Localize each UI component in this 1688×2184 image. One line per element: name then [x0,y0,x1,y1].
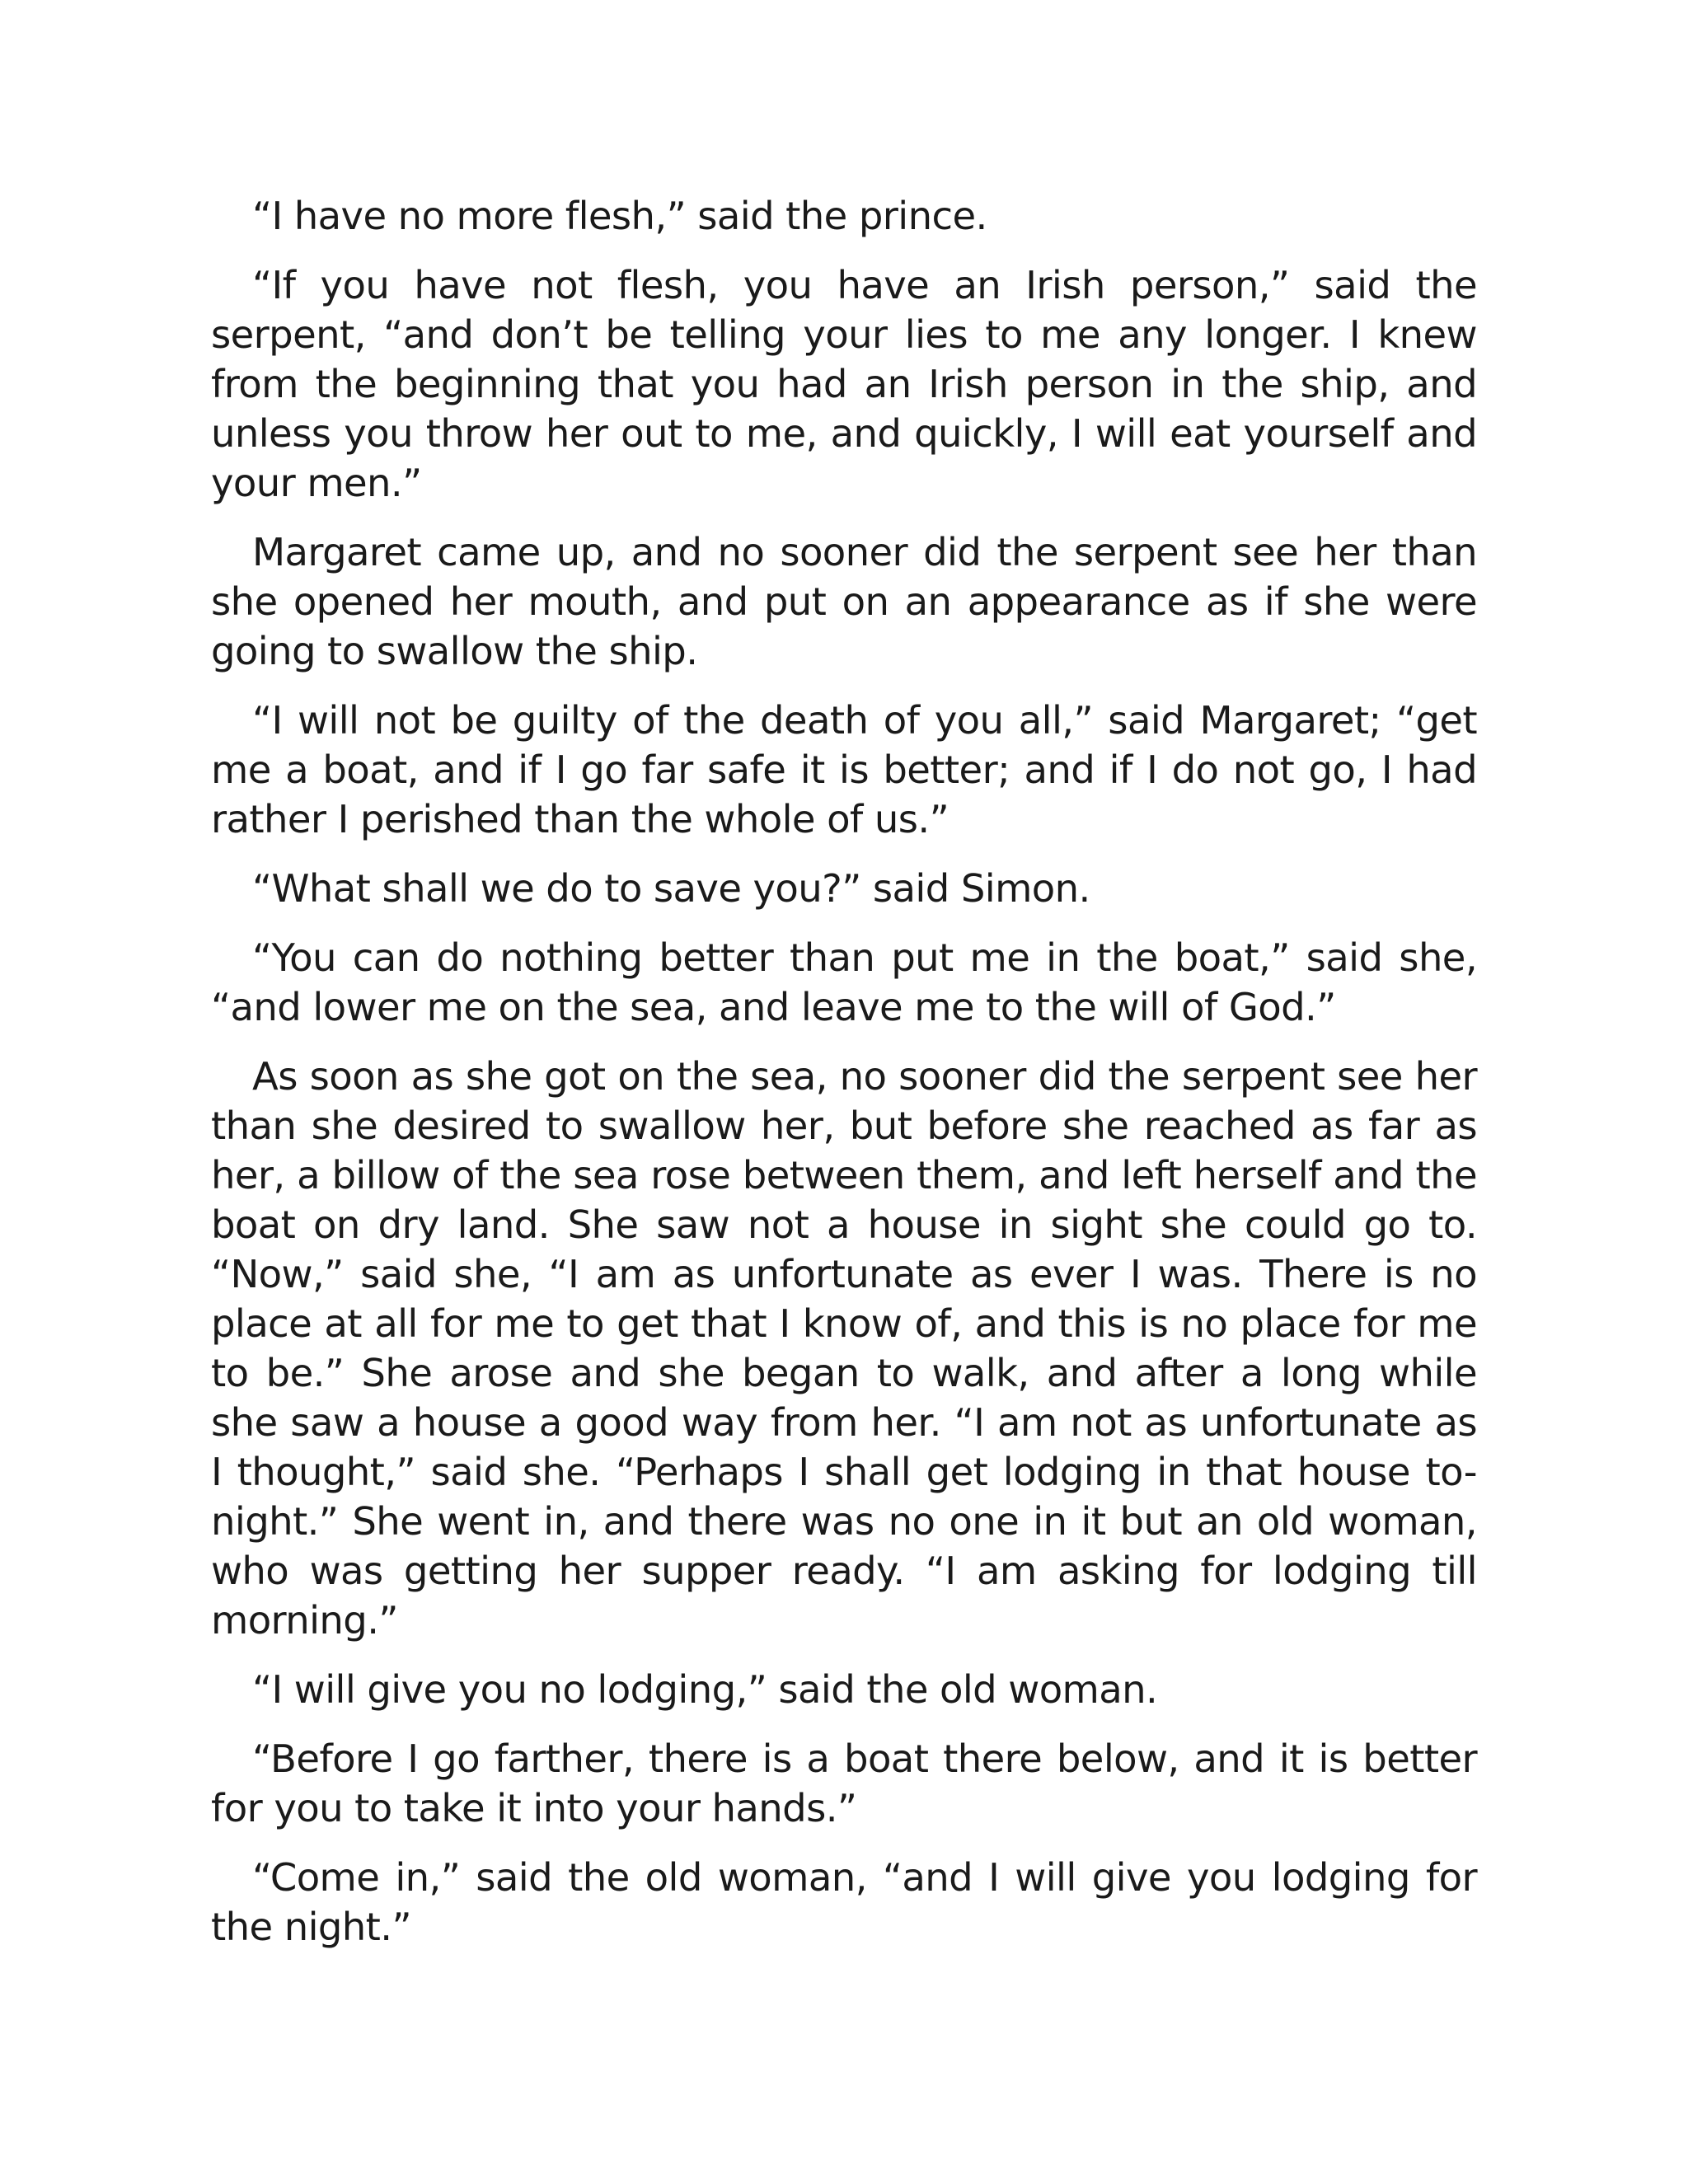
paragraph: Margaret came up, and no sooner did the serpent see her than she opened her mouth, and put on an appearance as if she were going to swallow the ship. [211,530,1477,673]
paragraph: “I will not be guilty of the death of you all,” said Margaret; “get me a boat, and if I go far safe it is better; and if I do not go, I had rather I perished than the whole of us.” [211,698,1477,841]
paragraph: “Before I go farther, there is a boat there below, and it is better for you to take it into your hands.” [211,1736,1477,1830]
paragraph: As soon as she got on the sea, no sooner did the serpent see her than she desired to swallow her, but before she reached as far as her, a billow of the sea rose between them, and left herself and the boat on dry land. She saw not a house in sight she could go to. “Now,” said she, “I am as unfortunate as ever I was. There is no place at all for me to get that I know of, and this is no place for me to be.” She arose and she began to walk, and after a long while she saw a house a good way from her. “I am not as unfortunate as I thought,” said she. “Perhaps I shall get lodging in that house to-night.” She went in, and there was no one in it but an old woman, who was getting her supper ready. “I am asking for lodging till morning.” [211,1054,1477,1643]
paragraph: “I will give you no lodging,” said the old woman. [252,1667,1158,1712]
paragraph: “Come in,” said the old woman, “and I will give you lodging for the night.” [211,1855,1477,1949]
paragraph: “If you have not flesh, you have an Irish person,” said the serpent, “and don’t be telling your lies to me any longer. I knew from the beginning that you had an Irish person in the ship, and unless you throw her out to me, and quickly, I will eat yourself and your men.” [211,263,1477,505]
page-text [211,191,1477,1971]
paragraph: “I have no more flesh,” said the prince. [252,194,987,238]
paragraph: “You can do nothing better than put me in the boat,” said she, “and lower me on the sea, and leave me to the will of God.” [211,935,1477,1029]
paragraph: “What shall we do to save you?” said Simon. [252,866,1090,911]
